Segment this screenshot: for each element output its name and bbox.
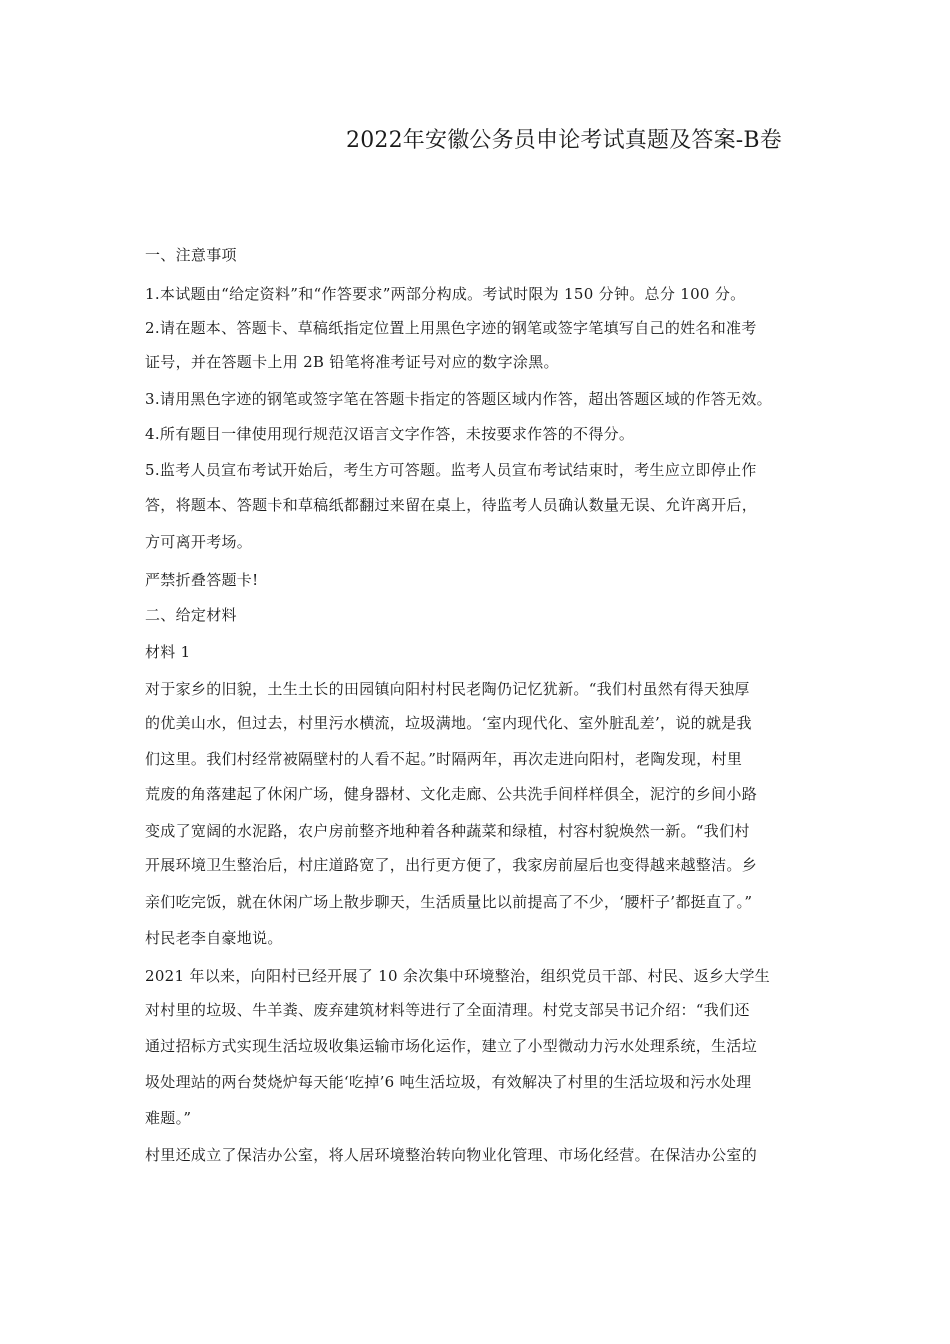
text-line: 村民老李自豪地说。: [145, 929, 283, 947]
text-line: 开展环境卫生整治后，村庄道路宽了，出行更方便了，我家房前屋后也变得越来越整洁。乡: [145, 856, 758, 874]
text-line: 村里还成立了保洁办公室，将人居环境整治转向物业化管理、市场化经营。在保洁办公室的: [145, 1146, 758, 1164]
document-title: 2022年安徽公务员申论考试真题及答案-B卷: [346, 128, 782, 153]
text-line: 亲们吃完饭，就在休闲广场上散步聊天，生活质量比以前提高了不少，‘腰杆子’都挺直了。”: [145, 893, 753, 911]
text-line: 对村里的垃圾、牛羊粪、废弃建筑材料等进行了全面清理。村党支部吴书记介绍：“我们还: [145, 1001, 750, 1019]
text-line: 证号，并在答题卡上用 2B 铅笔将准考证号对应的数字涂黑。: [145, 353, 559, 371]
text-line: 5.监考人员宣布考试开始后，考生方可答题。监考人员宣布考试结束时，考生应立即停止作: [145, 461, 757, 479]
text-line: 对于家乡的旧貌，土生土长的田园镇向阳村村民老陶仍记忆犹新。“我们村虽然有得天独厚: [145, 680, 750, 698]
text-line: 1.本试题由“给定资料”和“作答要求”两部分构成。考试时限为 150 分钟。总分 100 分。: [145, 285, 746, 303]
text-line: 方可离开考场。: [145, 533, 253, 551]
text-line: 严禁折叠答题卡!: [145, 571, 259, 589]
section-heading-materials: 二、给定材料: [145, 606, 237, 624]
text-line: 2.请在题本、答题卡、草稿纸指定位置上用黑色字迹的钢笔或签字笔填写自己的姓名和准考: [145, 319, 757, 337]
text-line: 圾处理站的两台焚烧炉每天能‘吃掉’6 吨生活垃圾，有效解决了村里的生活垃圾和污水处理: [145, 1073, 752, 1091]
text-line: 们这里。我们村经常被隔壁村的人看不起。”时隔两年，再次走进向阳村，老陶发现，村里: [145, 750, 743, 768]
text-line: 难题。”: [145, 1109, 192, 1127]
text-line: 通过招标方式实现生活垃圾收集运输市场化运作，建立了小型微动力污水处理系统，生活垃: [145, 1037, 758, 1055]
text-line: 3.请用黑色字迹的钢笔或签字笔在答题卡指定的答题区域内作答，超出答题区域的作答无效。: [145, 390, 772, 408]
text-line: 2021 年以来，向阳村已经开展了 10 余次集中环境整治，组织党员干部、村民、返乡大学生: [145, 967, 771, 985]
text-line: 答，将题本、答题卡和草稿纸都翻过来留在桌上，待监考人员确认数量无误、允许离开后，: [145, 496, 758, 514]
text-line: 荒废的角落建起了休闲广场，健身器材、文化走廊、公共洗手间样样俱全，泥泞的乡间小路: [145, 785, 758, 803]
text-line: 的优美山水，但过去，村里污水横流，垃圾满地。‘室内现代化、室外脏乱差’，说的就是我: [145, 714, 752, 732]
text-line: 4.所有题目一律使用现行规范汉语言文字作答，未按要求作答的不得分。: [145, 425, 635, 443]
section-heading-notes: 一、注意事项: [145, 246, 237, 264]
material-heading: 材料 1: [145, 643, 191, 661]
text-line: 变成了宽阔的水泥路，农户房前整齐地种着各种蔬菜和绿植，村容村貌焕然一新。“我们村: [145, 822, 750, 840]
